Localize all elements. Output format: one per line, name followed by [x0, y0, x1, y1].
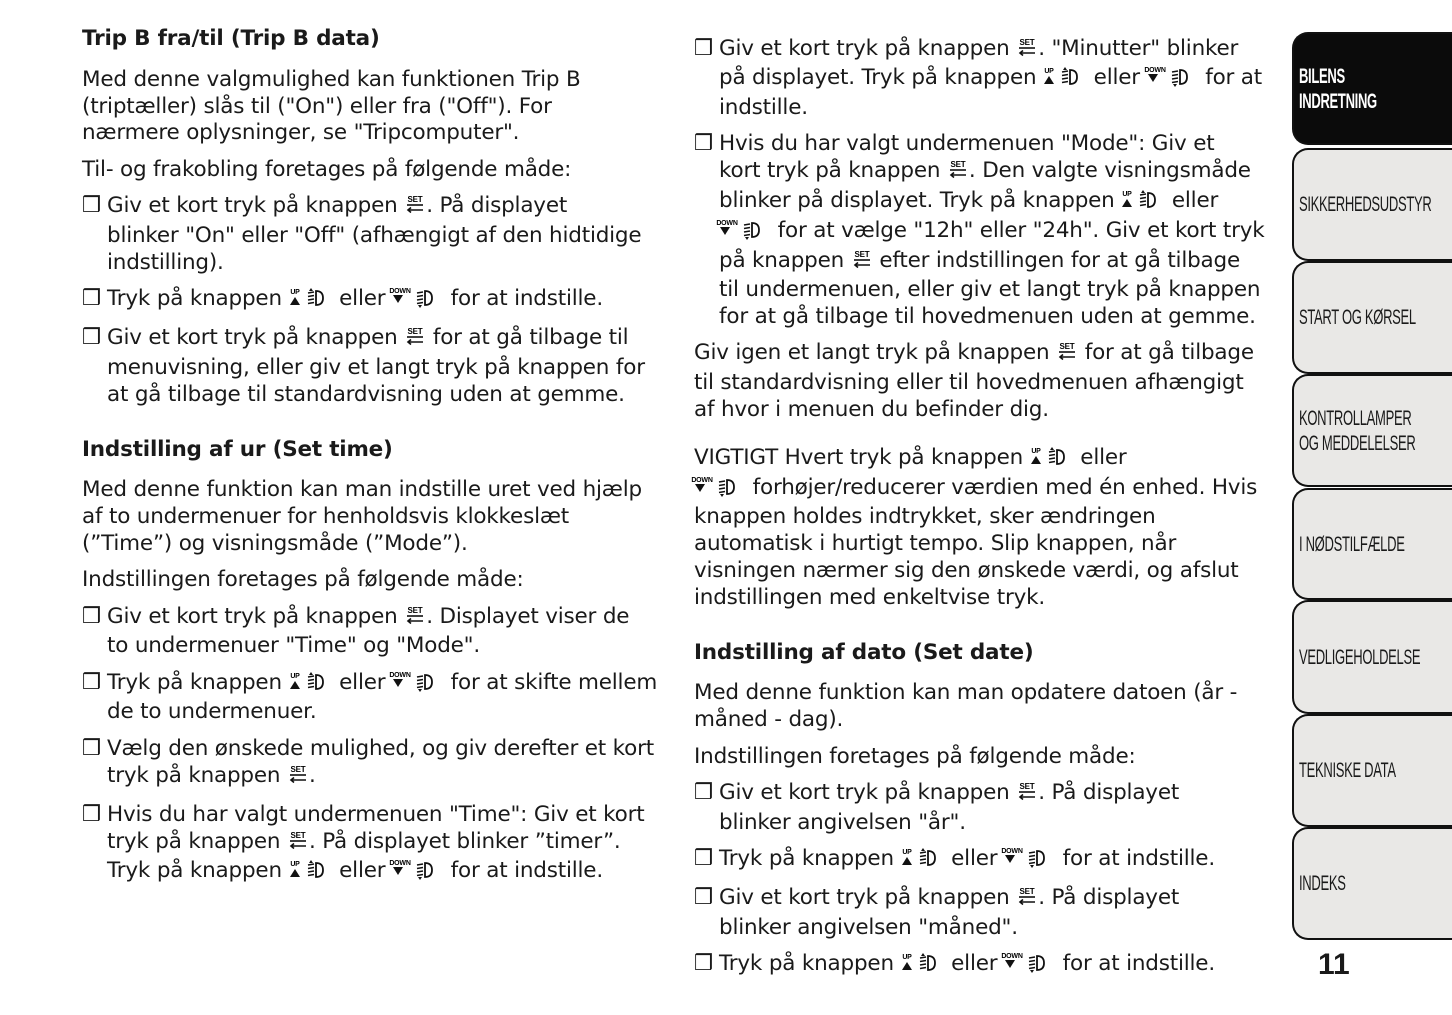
set-button-icon — [851, 248, 873, 278]
bullet-checkbox-glyph: ❒ — [82, 325, 102, 351]
headlight-up-icon — [1043, 65, 1087, 95]
chapter-tab-sikkerhedsudstyr[interactable] — [1292, 148, 1452, 261]
text: Giv igen et langt tryk på knappen SET for at gå tilbage til standardvisning eller til hovedmenuen afhængigt af hvor i menuen du befinder dig. — [694, 340, 1254, 423]
bullet-item — [82, 286, 672, 316]
headlight-up-icon — [901, 951, 945, 981]
text: Indstilling af dato (Set date) — [694, 639, 1034, 665]
tab-label: START OG KØRSEL — [1298, 306, 1416, 329]
chapter-tab-kontrollamper-og-meddelelser[interactable] — [1292, 374, 1452, 487]
bullet-checkbox-glyph: ❒ — [82, 285, 102, 311]
text: Giv et kort tryk på knappen SET for at gå tilbage til menuvisning, eller giv et langt tryk på knappen for at gå tilbage til standardvisning uden at gemme. — [107, 325, 645, 407]
svg-text:SET: SET — [854, 249, 870, 259]
headlight-up-icon — [1030, 445, 1074, 475]
headlight-down-icon — [1001, 846, 1056, 876]
bullet-item — [82, 604, 672, 661]
svg-text:SET: SET — [290, 764, 306, 774]
text: Med denne funktion kan man indstille uret ved hjælp af to undermenuer for henholdsvis klokkeslæt (”Time”) og visningsmåde (”Mode”). — [82, 477, 642, 556]
set-button-icon — [1016, 885, 1038, 915]
paragraph — [694, 340, 1284, 423]
set-button-icon — [947, 158, 969, 188]
bullet-checkbox-glyph: ❒ — [694, 35, 714, 61]
svg-text:SET: SET — [290, 830, 306, 840]
svg-text:SET: SET — [407, 605, 423, 615]
text: Tryk på knappen UP eller DOWN for at indstille. — [719, 846, 1215, 871]
headlight-down-icon — [389, 858, 444, 888]
svg-text:SET: SET — [407, 327, 423, 337]
bullet-checkbox-glyph: ❒ — [82, 801, 102, 827]
bullet-item — [694, 846, 1284, 876]
text: Til- og frakobling foretages på følgende måde: — [82, 156, 572, 182]
bullet-checkbox-glyph: ❒ — [82, 603, 102, 629]
text: Giv et kort tryk på knappen SET . På displayet blinker angivelsen "år". — [719, 779, 1180, 835]
text: Vælg den ønskede mulighed, og giv derefter et kort tryk på knappen SET . — [107, 736, 654, 788]
tab-label: VEDLIGEHOLDELSE — [1298, 645, 1421, 669]
svg-text:DOWN: DOWN — [691, 476, 713, 484]
paragraph — [82, 157, 672, 184]
tab-label: BILENS INDRETNING — [1298, 64, 1377, 113]
headlight-down-icon — [1143, 65, 1199, 95]
chapter-tab-tekniske-data[interactable] — [1292, 714, 1452, 827]
set-button-icon — [287, 829, 309, 859]
text: Tryk på knappen UP eller DOWN for at skifte mellem de to undermenuer. — [107, 669, 658, 725]
bullet-checkbox-glyph: ❒ — [694, 885, 714, 911]
bullet-checkbox-glyph: ❒ — [694, 131, 714, 157]
bullet-item — [82, 193, 672, 276]
text: Hvis du har valgt undermenuen "Time": Giv et kort tryk på knappen SET . På displayet blinker ”timer”. Tryk på knappen UP eller DOWN for at indstille. — [107, 802, 644, 884]
svg-text:UP: UP — [901, 954, 912, 962]
chapter-tab-vedligeholdelse[interactable] — [1292, 600, 1452, 714]
svg-text:SET: SET — [950, 160, 966, 170]
tab-label: KONTROLLAMPER OG MEDDELELSER — [1298, 406, 1416, 455]
svg-text:UP: UP — [1044, 68, 1054, 76]
text: Giv et kort tryk på knappen SET . På displayet blinker "On" eller "Off" (afhængigt af den hidtidige indstilling). — [107, 192, 642, 275]
svg-text:UP: UP — [289, 288, 300, 296]
section-heading — [694, 640, 1284, 667]
bullet-checkbox-glyph: ❒ — [694, 779, 714, 805]
text: Indstillingen foretages på følgende måde: — [82, 567, 524, 593]
paragraph — [694, 744, 1284, 771]
headlight-down-icon — [691, 475, 746, 505]
headlight-down-icon — [389, 670, 444, 700]
bullet-checkbox-glyph: ❒ — [82, 192, 102, 218]
bullet-checkbox-glyph: ❒ — [82, 669, 102, 695]
tab-label: I NØDSTILFÆLDE — [1298, 532, 1405, 556]
text: VIGTIGT Hvert tryk på knappen UP eller DOWN forhøjer/reducerer værdien med én enhed. Hvis knappen holdes indtrykket, sker ændringen automatisk i hurtigt tempo. Slip knappen, når visningen nærmer sig den ønskede værdi, og afslut indstillingen med enkeltvise tryk. — [691, 444, 1258, 610]
svg-text:SET: SET — [1019, 37, 1035, 47]
bullet-item — [694, 885, 1284, 942]
tab-label: TEKNISKE DATA — [1298, 759, 1396, 782]
set-button-icon — [287, 763, 309, 793]
bullet-checkbox-glyph: ❒ — [82, 735, 102, 761]
tab-label: INDEKS — [1298, 872, 1346, 895]
paragraph — [82, 67, 672, 147]
svg-text:UP: UP — [1122, 190, 1132, 198]
text: Med denne valgmulighed kan funktionen Trip B (triptæller) slås til ("On") eller fra ("Off"). For nærmere oplysninger, se "Tripcomputer". — [82, 66, 581, 146]
text: Hvis du har valgt undermenuen "Mode": Giv et kort tryk på knappen SET . Den valgte visningsmåde blinker på displayet. Tryk på knappen UP eller DOWN for at vælge "12h" eller "24h". Giv et kort tryk på knappen SET efter indstillingen for at gå tilbage til undermenuen, eller giv et langt tryk på knappen for at gå tilbage til hovedmenuen uden at gemme. — [716, 131, 1265, 330]
svg-text:DOWN: DOWN — [389, 860, 411, 868]
headlight-up-icon — [901, 846, 945, 876]
svg-text:DOWN: DOWN — [1001, 953, 1023, 961]
set-button-icon — [404, 604, 426, 634]
set-button-icon — [404, 193, 426, 223]
paragraph — [691, 444, 1284, 612]
chapter-tab-i-nødstilfælde[interactable] — [1292, 488, 1452, 600]
headlight-down-icon — [389, 286, 444, 316]
svg-text:SET: SET — [1059, 342, 1075, 352]
headlight-up-icon — [289, 670, 333, 700]
text: Giv et kort tryk på knappen SET . Displayet viser de to undermenuer "Time" og "Mode". — [107, 603, 630, 659]
svg-text:DOWN: DOWN — [1001, 847, 1023, 855]
chapter-tab-start-og-kørsel[interactable] — [1292, 261, 1452, 374]
bullet-item — [694, 36, 1284, 122]
chapter-tab-bilens-indretning[interactable] — [1292, 32, 1452, 145]
headlight-up-icon — [289, 286, 333, 316]
svg-text:SET: SET — [1019, 781, 1035, 791]
page-number: 11 — [1318, 948, 1350, 981]
bullet-item — [82, 802, 672, 888]
headlight-up-icon — [1121, 188, 1165, 218]
set-button-icon — [404, 325, 426, 355]
left-column — [82, 26, 672, 888]
bullet-item — [82, 736, 672, 793]
svg-text:DOWN: DOWN — [716, 219, 738, 227]
set-button-icon — [1016, 36, 1038, 66]
right-column — [691, 26, 1284, 981]
paragraph — [82, 567, 672, 594]
svg-text:DOWN: DOWN — [1143, 67, 1166, 75]
set-button-icon — [1016, 780, 1038, 810]
text: Indstillingen foretages på følgende måde: — [694, 743, 1136, 769]
svg-text:UP: UP — [901, 848, 912, 856]
bullet-item — [694, 780, 1284, 837]
paragraph — [82, 477, 672, 557]
text: Trip B fra/til (Trip B data) — [82, 26, 380, 51]
text: Med denne funktion kan man opdatere datoen (år - måned - dag). — [694, 680, 1238, 733]
bullet-item — [694, 951, 1284, 981]
section-heading — [82, 26, 672, 53]
section-heading — [82, 437, 672, 464]
svg-text:UP: UP — [289, 672, 300, 680]
text: Giv et kort tryk på knappen SET . "Minutter" blinker på displayet. Tryk på knappen UP eller DOWN for at indstille. — [719, 35, 1262, 121]
text: Tryk på knappen UP eller DOWN for at indstille. — [107, 286, 603, 311]
svg-text:DOWN: DOWN — [389, 287, 411, 295]
headlight-up-icon — [289, 858, 333, 888]
text: Tryk på knappen UP eller DOWN for at indstille. — [719, 951, 1215, 976]
text: Indstilling af ur (Set time) — [82, 436, 393, 462]
bullet-checkbox-glyph: ❒ — [694, 951, 714, 977]
svg-text:UP: UP — [1031, 447, 1041, 455]
set-button-icon — [1056, 340, 1078, 370]
tab-label: SIKKERHEDSUDSTYR — [1298, 193, 1432, 216]
paragraph — [694, 680, 1284, 734]
svg-text:SET: SET — [407, 194, 423, 204]
headlight-down-icon — [1001, 951, 1056, 981]
text: Giv et kort tryk på knappen SET . På displayet blinker angivelsen "måned". — [719, 885, 1180, 941]
bullet-item — [694, 131, 1284, 331]
svg-text:DOWN: DOWN — [389, 671, 411, 679]
bullet-item — [82, 325, 672, 408]
bullet-checkbox-glyph: ❒ — [694, 845, 714, 871]
svg-text:SET: SET — [1019, 887, 1035, 897]
headlight-down-icon — [716, 218, 771, 248]
chapter-tab-indeks[interactable] — [1292, 827, 1452, 940]
svg-text:UP: UP — [289, 861, 300, 869]
bullet-item — [82, 670, 672, 727]
